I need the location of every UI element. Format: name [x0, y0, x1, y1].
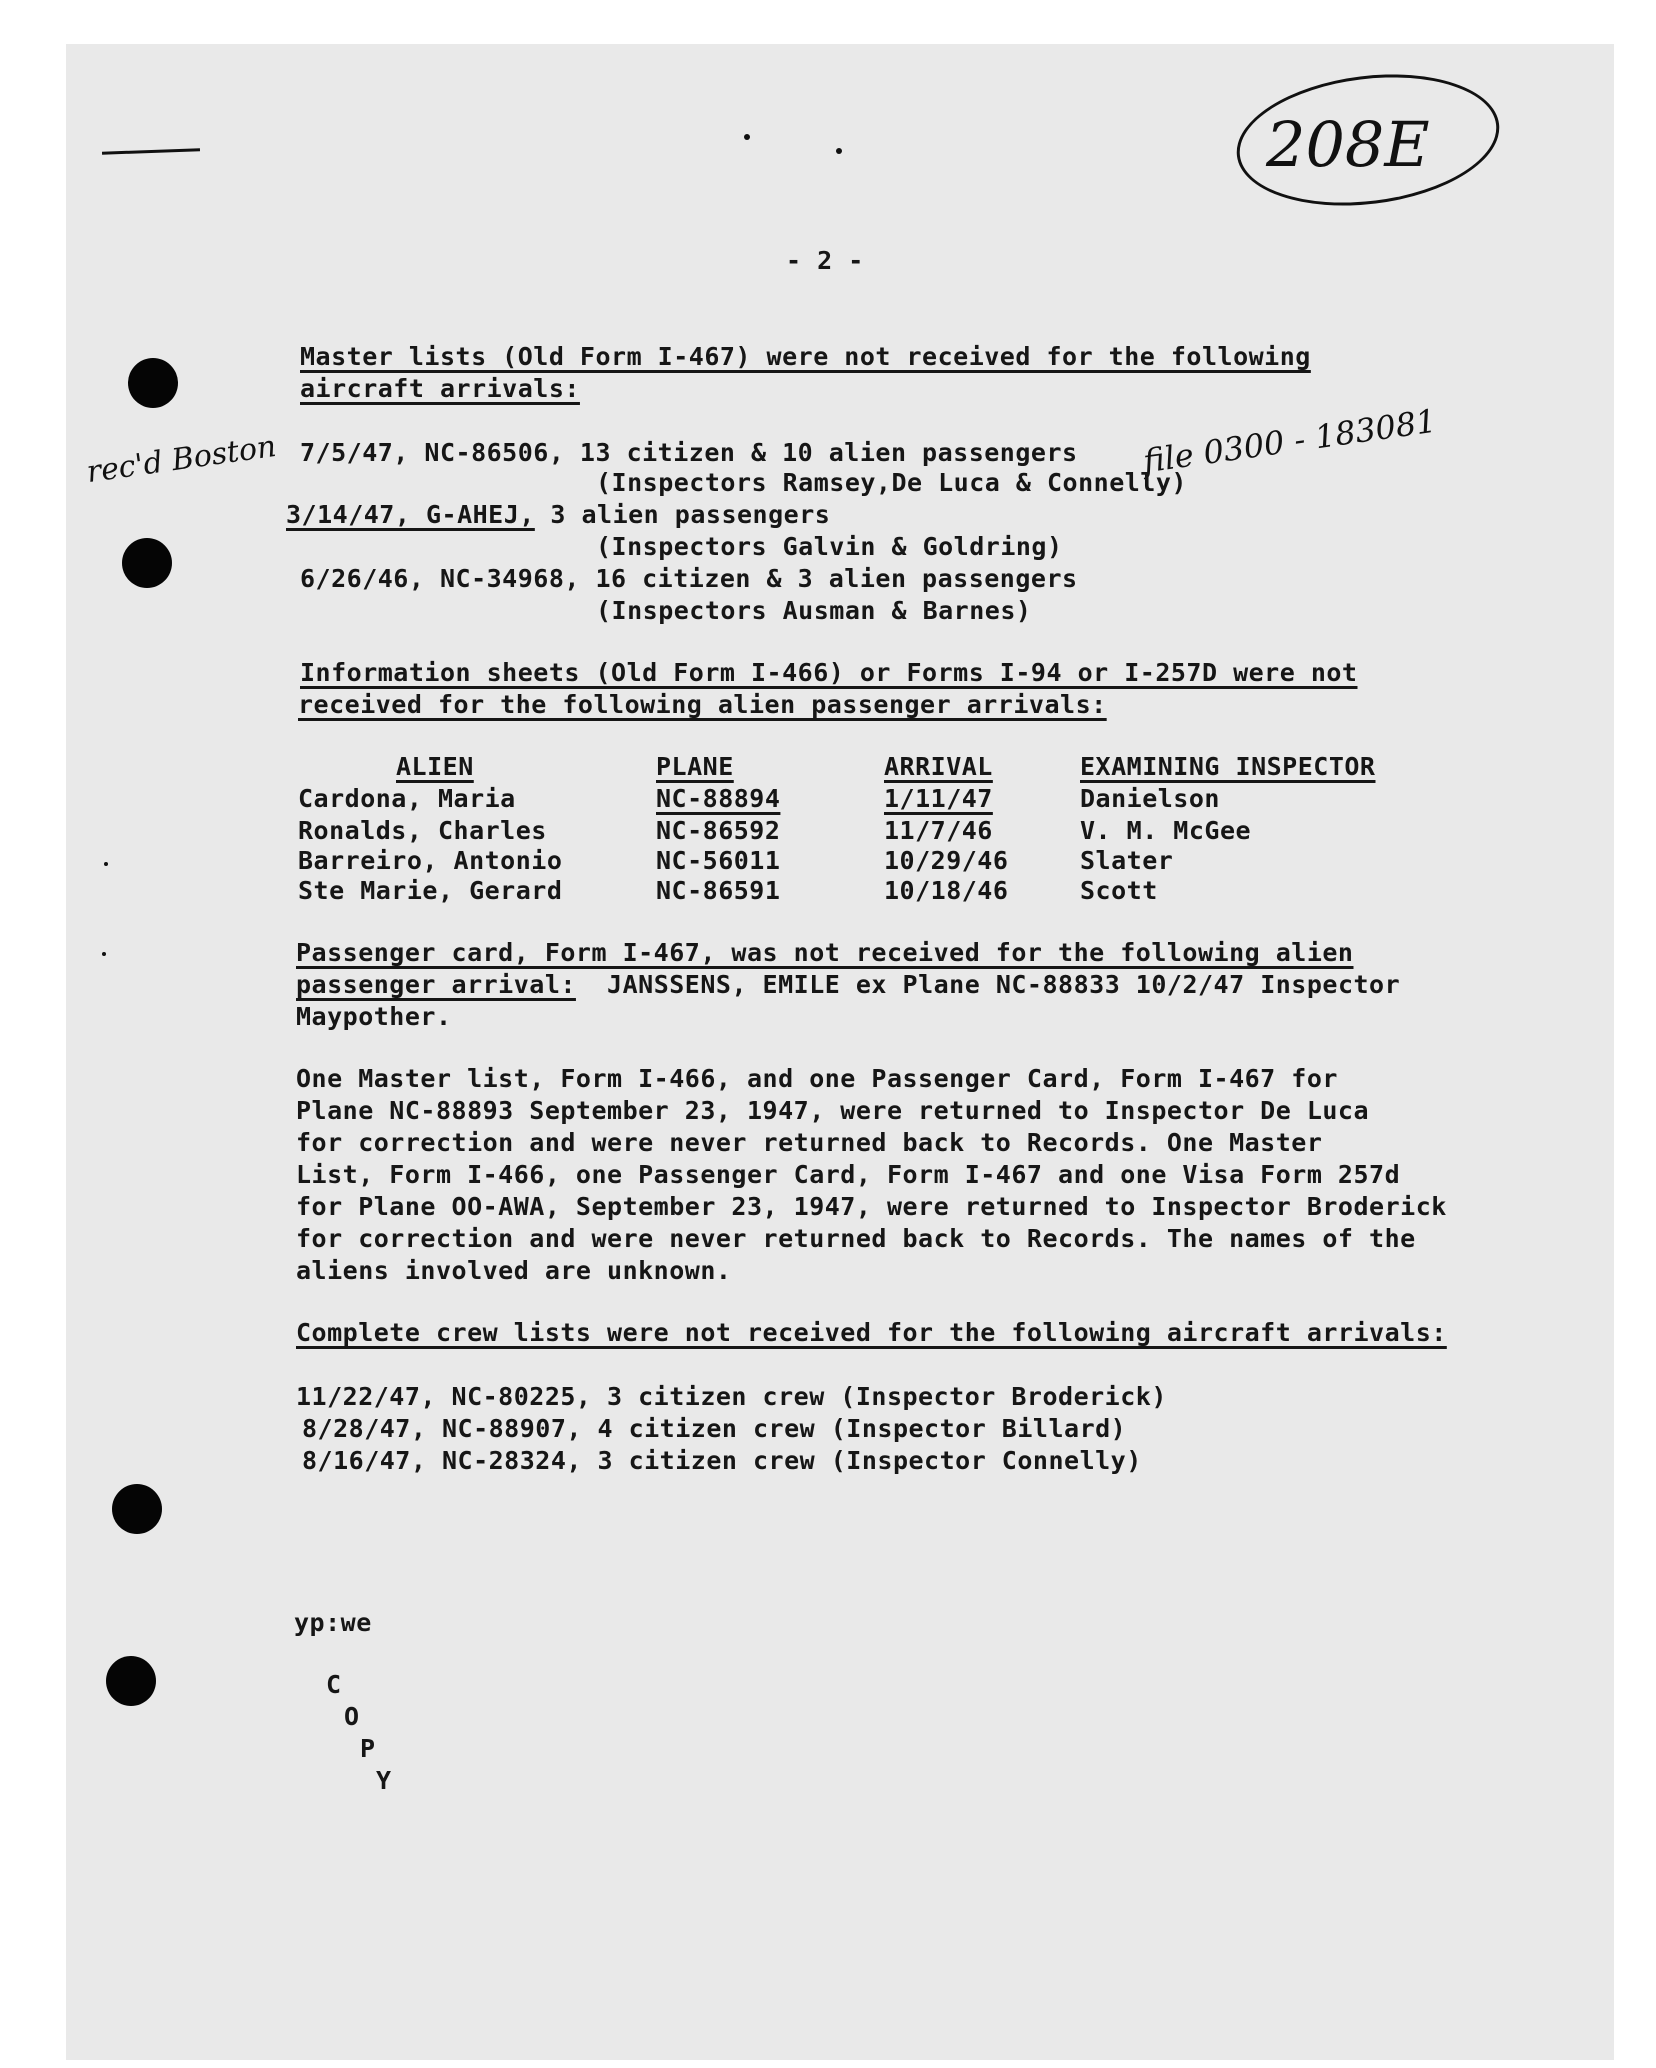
master-entry: 7/5/47, NC-86506, 13 citizen & 10 alien passengers: [300, 438, 1078, 467]
punch-hole: [128, 358, 178, 408]
margin-note: rec'd Boston: [84, 428, 279, 491]
speck: [836, 148, 842, 154]
crew-entry: 8/16/47, NC-28324, 3 citizen crew (Inspector Connelly): [302, 1446, 1142, 1475]
crew-entry: 11/22/47, NC-80225, 3 citizen crew (Inspector Broderick): [296, 1382, 1167, 1411]
copy-letter: Y: [376, 1766, 392, 1795]
table-cell-alien: Cardona, Maria: [298, 784, 516, 813]
master-entry-date-plane: 3/14/47, G-AHEJ,: [286, 500, 535, 529]
column-header-alien: ALIEN: [396, 752, 474, 781]
table-cell-plane: NC-86592: [656, 816, 781, 845]
file-number-note: file 0300 - 183081: [1140, 401, 1439, 481]
table-cell-inspector: Danielson: [1080, 784, 1220, 813]
master-entry: 6/26/46, NC-34968, 16 citizen & 3 alien passengers: [300, 564, 1078, 593]
page-number: - 2 -: [786, 246, 864, 275]
table-cell-inspector: Scott: [1080, 876, 1158, 905]
table-cell-plane: NC-88894: [656, 784, 781, 813]
paragraph-line: for Plane OO-AWA, September 23, 1947, were returned to Inspector Broderick: [296, 1192, 1447, 1221]
table-cell-arrival: 10/18/46: [884, 876, 1009, 905]
paragraph-line: One Master list, Form I-466, and one Passenger Card, Form I-467 for: [296, 1064, 1338, 1093]
passenger-card-heading-line2: passenger arrival:: [296, 970, 576, 999]
column-header-plane: PLANE: [656, 752, 734, 781]
paragraph-line: for correction and were never returned back to Records. One Master: [296, 1128, 1323, 1157]
table-cell-plane: NC-86591: [656, 876, 781, 905]
table-cell-arrival: 10/29/46: [884, 846, 1009, 875]
copy-letter: P: [360, 1734, 376, 1763]
column-header-examining-inspector: EXAMINING INSPECTOR: [1080, 752, 1376, 781]
paragraph-line: List, Form I-466, one Passenger Card, Form I-467 and one Visa Form 257d: [296, 1160, 1401, 1189]
table-cell-inspector: V. M. McGee: [1080, 816, 1252, 845]
master-entry-inspectors: (Inspectors Ausman & Barnes): [596, 596, 1032, 625]
copy-letter: C: [326, 1670, 342, 1699]
punch-hole: [122, 538, 172, 588]
speck: [104, 862, 108, 866]
table-cell-alien: Ronalds, Charles: [298, 816, 547, 845]
paragraph-line: for correction and were never returned back to Records. The names of the: [296, 1224, 1416, 1253]
punch-hole: [112, 1484, 162, 1534]
copy-letter: O: [344, 1702, 360, 1731]
paragraph-line: aliens involved are unknown.: [296, 1256, 732, 1285]
passenger-card-line2: [296, 972, 1400, 997]
master-entry-inspectors: (Inspectors Ramsey,De Luca & Connelly): [596, 468, 1187, 497]
crew-entry: 8/28/47, NC-88907, 4 citizen crew (Inspector Billard): [302, 1414, 1127, 1443]
column-header-arrival: ARRIVAL: [884, 752, 993, 781]
crew-lists-heading: Complete crew lists were not received for the following aircraft arrivals:: [296, 1318, 1447, 1347]
passenger-card-line3: Maypother.: [296, 1002, 452, 1031]
info-sheets-heading-line1: Information sheets (Old Form I-466) or Forms I-94 or I-257D were not: [300, 658, 1358, 687]
table-cell-inspector: Slater: [1080, 846, 1174, 875]
master-lists-heading-line2: aircraft arrivals:: [300, 374, 580, 403]
table-cell-alien: Ste Marie, Gerard: [298, 876, 563, 905]
passenger-card-heading-line1: Passenger card, Form I-467, was not received for the following alien: [296, 938, 1354, 967]
passenger-card-detail: JANSSENS, EMILE ex Plane NC-88833 10/2/47 Inspector: [607, 970, 1401, 999]
info-sheets-heading-line2: received for the following alien passenger arrivals:: [298, 690, 1107, 719]
speck: [102, 952, 106, 956]
speck: [744, 134, 750, 140]
master-entry: 3/14/47, G-AHEJ, 3 alien passengers: [286, 500, 831, 529]
table-cell-alien: Barreiro, Antonio: [298, 846, 563, 875]
file-stamp-number: 208E: [1266, 108, 1430, 181]
master-lists-heading-line1: Master lists (Old Form I-467) were not received for the following: [300, 342, 1311, 371]
punch-hole: [106, 1656, 156, 1706]
table-cell-arrival: 11/7/46: [884, 816, 993, 845]
table-cell-arrival: 1/11/47: [884, 784, 993, 813]
typist-initials: yp:we: [294, 1608, 372, 1637]
table-cell-plane: NC-56011: [656, 846, 781, 875]
paragraph-line: Plane NC-88893 September 23, 1947, were returned to Inspector De Luca: [296, 1096, 1370, 1125]
master-entry-inspectors: (Inspectors Galvin & Goldring): [596, 532, 1063, 561]
